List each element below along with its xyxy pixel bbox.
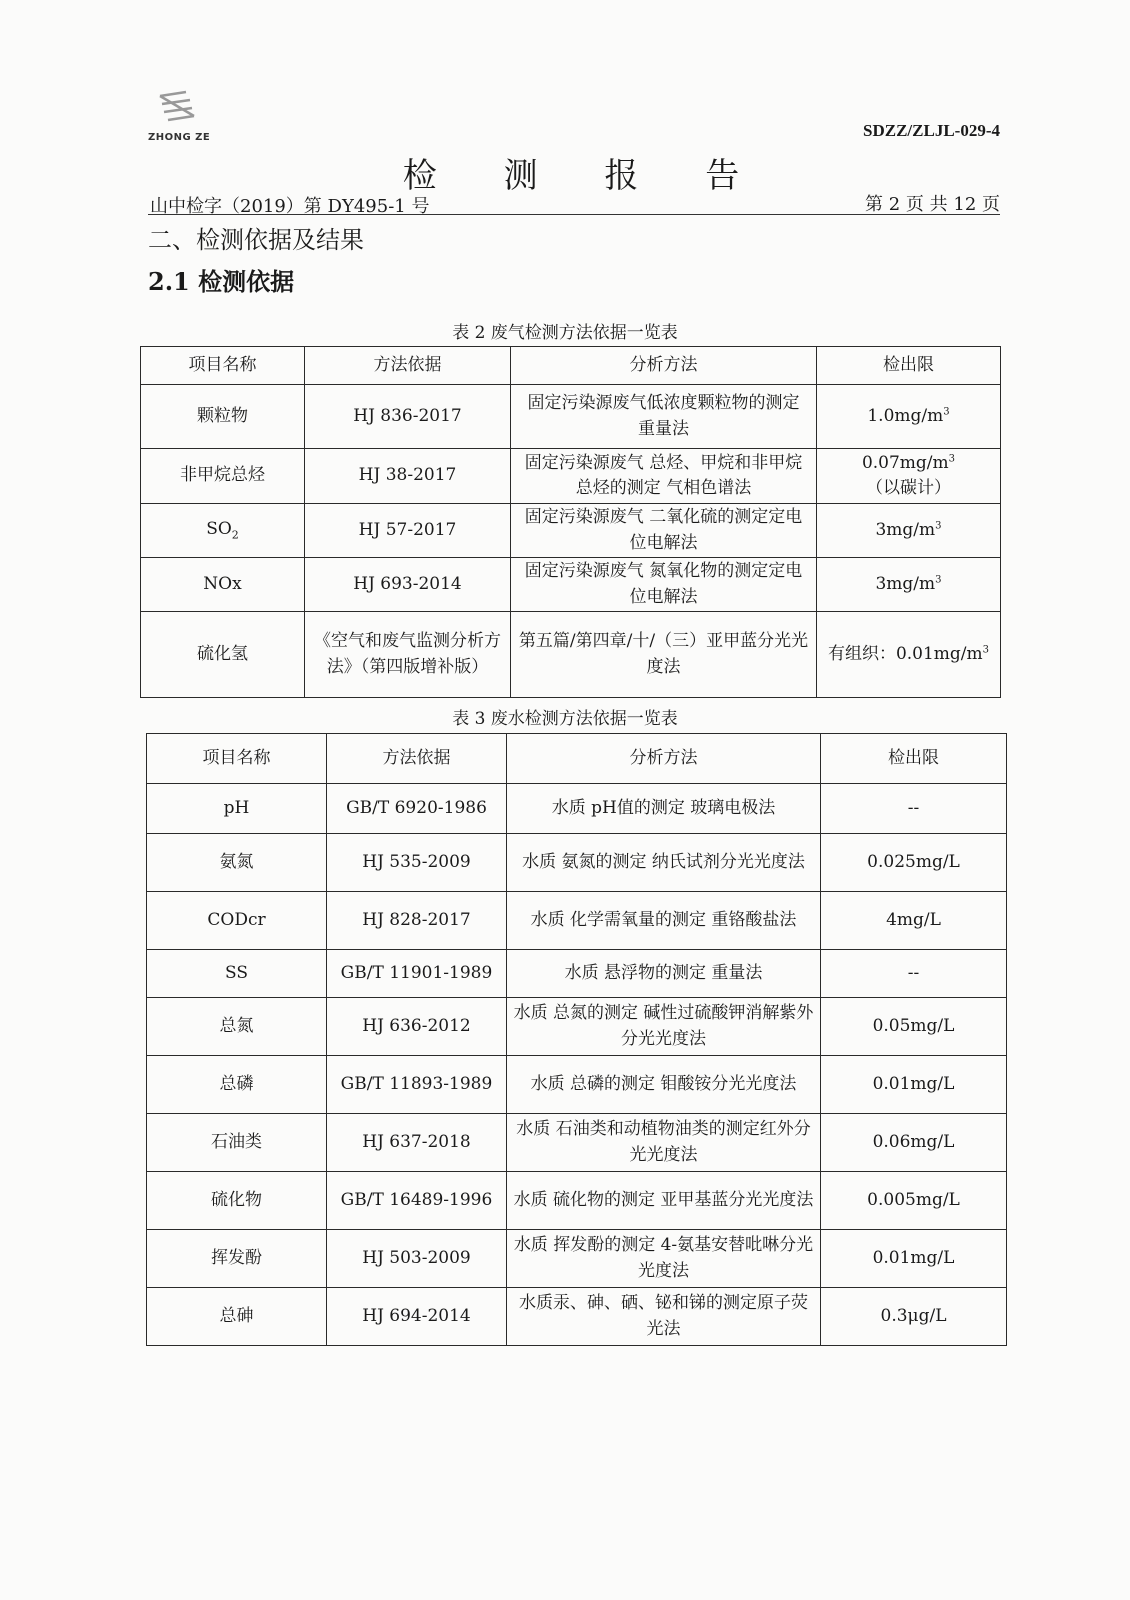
detection-limit-cell <box>817 558 1001 612</box>
item-name: SS <box>225 962 248 983</box>
item-name: SO <box>206 519 232 540</box>
detection-limit: 3mg/m <box>875 573 936 594</box>
table-row <box>147 1114 1007 1172</box>
column-header: 分析方法 <box>511 347 817 385</box>
method-basis-cell: HJ 38-2017 <box>305 449 511 504</box>
detection-limit: 0.06mg/L <box>872 1131 955 1152</box>
item-name-cell <box>147 784 327 834</box>
analysis-method-cell: 水质 挥发酚的测定 4-氨基安替吡啉分光光度法 <box>507 1230 821 1288</box>
item-name: 石油类 <box>211 1131 262 1152</box>
method-basis-cell: GB/T 11901-1989 <box>327 950 507 998</box>
detection-limit-unit-exponent: 3 <box>982 644 990 656</box>
detection-limit-cell <box>821 950 1007 998</box>
table-row <box>141 449 1001 504</box>
item-name: 硫化物 <box>211 1189 262 1210</box>
item-name-cell <box>141 612 305 698</box>
analysis-method-cell: 水质 pH值的测定 玻璃电极法 <box>507 784 821 834</box>
detection-limit-cell <box>817 385 1001 449</box>
item-name: 挥发酚 <box>211 1247 262 1268</box>
detection-limit-cell <box>821 1056 1007 1114</box>
table-row <box>147 1056 1007 1114</box>
detection-limit-cell <box>821 834 1007 892</box>
column-header: 方法依据 <box>327 734 507 784</box>
method-basis-cell: GB/T 6920-1986 <box>327 784 507 834</box>
method-basis-cell: HJ 836-2017 <box>305 385 511 449</box>
detection-limit-note: （以碳计） <box>866 478 951 498</box>
analysis-method-cell: 水质 悬浮物的测定 重量法 <box>507 950 821 998</box>
detection-limit-cell <box>821 784 1007 834</box>
analysis-method-cell: 水质汞、砷、硒、铋和锑的测定原子荧光法 <box>507 1288 821 1346</box>
item-name: 氨氮 <box>219 851 254 872</box>
detection-limit-unit-exponent: 3 <box>935 520 942 532</box>
detection-limit: 4mg/L <box>886 909 941 930</box>
detection-limit-cell <box>821 1288 1007 1346</box>
item-name: NOx <box>203 573 242 594</box>
detection-limit: -- <box>907 962 920 983</box>
table-row <box>147 998 1007 1056</box>
detection-limit-unit-exponent: 3 <box>948 452 956 464</box>
column-header: 检出限 <box>817 347 1001 385</box>
column-header: 方法依据 <box>305 347 511 385</box>
company-logo <box>148 88 218 148</box>
analysis-method-cell: 第五篇/第四章/十/（三）亚甲蓝分光光度法 <box>511 612 817 698</box>
page-info: 第 2 页 共 12 页 <box>865 194 1000 215</box>
table-row <box>147 1172 1007 1230</box>
item-name-cell <box>147 1230 327 1288</box>
detection-limit-cell <box>817 449 1001 504</box>
detection-limit-cell <box>821 1230 1007 1288</box>
item-name-cell <box>147 1114 327 1172</box>
method-basis-cell: HJ 693-2014 <box>305 558 511 612</box>
column-header: 分析方法 <box>507 734 821 784</box>
detection-limit: 0.3μg/L <box>880 1305 947 1326</box>
item-name: 硫化氢 <box>197 643 248 664</box>
subsection-title: 2.1 检测依据 <box>148 267 295 296</box>
column-header: 检出限 <box>821 734 1007 784</box>
detection-limit-cell <box>821 998 1007 1056</box>
detection-limit-cell <box>821 892 1007 950</box>
item-name-cell <box>147 892 327 950</box>
item-name: 总氮 <box>219 1015 254 1036</box>
method-basis-cell: HJ 694-2014 <box>327 1288 507 1346</box>
detection-limit-cell <box>817 504 1001 558</box>
item-name-cell <box>141 449 305 504</box>
logo-text: ZHONG ZE <box>148 132 211 143</box>
table-row <box>147 892 1007 950</box>
item-name-subscript: 2 <box>231 528 239 542</box>
table-header-row <box>147 734 1007 784</box>
detection-limit: 1.0mg/m <box>867 405 944 426</box>
analysis-method-cell: 固定污染源废气低浓度颗粒物的测定 重量法 <box>511 385 817 449</box>
table3-caption: 表 3 废水检测方法依据一览表 <box>452 709 678 729</box>
analysis-method-cell: 水质 硫化物的测定 亚甲基蓝分光光度法 <box>507 1172 821 1230</box>
analysis-method-cell: 水质 氨氮的测定 纳氏试剂分光光度法 <box>507 834 821 892</box>
table-row <box>147 784 1007 834</box>
method-basis-cell: HJ 535-2009 <box>327 834 507 892</box>
item-name: 非甲烷总烃 <box>180 465 265 486</box>
item-name-cell <box>147 950 327 998</box>
detection-limit: -- <box>907 797 920 818</box>
method-basis-cell: HJ 636-2012 <box>327 998 507 1056</box>
method-basis-cell: 《空气和废气监测分析方法》（第四版增补版） <box>305 612 511 698</box>
detection-limit: 3mg/m <box>875 519 936 540</box>
detection-limit: 0.01mg/L <box>872 1247 955 1268</box>
detection-limit-cell <box>817 612 1001 698</box>
table-row <box>147 950 1007 998</box>
table-row <box>141 504 1001 558</box>
detection-limit-unit-exponent: 3 <box>943 406 950 418</box>
detection-limit-cell <box>821 1172 1007 1230</box>
table-row <box>147 1230 1007 1288</box>
exhaust-gas-method-table <box>140 346 1001 698</box>
table-row <box>147 834 1007 892</box>
method-basis-cell: HJ 503-2009 <box>327 1230 507 1288</box>
table-row <box>141 558 1001 612</box>
item-name-cell <box>147 998 327 1056</box>
analysis-method-cell: 水质 石油类和动植物油类的测定红外分光光度法 <box>507 1114 821 1172</box>
wastewater-method-table <box>146 733 1007 1346</box>
detection-limit-unit-exponent: 3 <box>935 574 942 586</box>
table-row <box>141 385 1001 449</box>
detection-limit: 0.025mg/L <box>867 851 960 872</box>
item-name-cell <box>147 834 327 892</box>
logo-mark-icon <box>156 88 196 128</box>
column-header: 项目名称 <box>147 734 327 784</box>
item-name: CODcr <box>207 909 266 930</box>
table2-caption: 表 2 废气检测方法依据一览表 <box>452 323 678 343</box>
method-basis-cell: GB/T 16489-1996 <box>327 1172 507 1230</box>
item-name-cell <box>147 1172 327 1230</box>
method-basis-cell: HJ 57-2017 <box>305 504 511 558</box>
item-name-cell <box>141 385 305 449</box>
analysis-method-cell: 水质 化学需氧量的测定 重铬酸盐法 <box>507 892 821 950</box>
report-number: 山中检字（2019）第 DY495-1 号 <box>150 196 430 217</box>
analysis-method-cell: 固定污染源废气 二氧化硫的测定定电位电解法 <box>511 504 817 558</box>
method-basis-cell: GB/T 11893-1989 <box>327 1056 507 1114</box>
section-title: 二、检测依据及结果 <box>148 226 364 254</box>
analysis-method-cell: 水质 总氮的测定 碱性过硫酸钾消解紫外分光光度法 <box>507 998 821 1056</box>
detection-limit: 0.01mg/L <box>872 1073 955 1094</box>
detection-limit-cell <box>821 1114 1007 1172</box>
column-header: 项目名称 <box>141 347 305 385</box>
item-name: 总磷 <box>219 1073 254 1094</box>
detection-limit: 0.005mg/L <box>867 1189 960 1210</box>
item-name: 总砷 <box>219 1305 254 1326</box>
method-basis-cell: HJ 637-2018 <box>327 1114 507 1172</box>
analysis-method-cell: 固定污染源废气 总烃、甲烷和非甲烷总烃的测定 气相色谱法 <box>511 449 817 504</box>
item-name-cell <box>141 558 305 612</box>
item-name-cell <box>147 1056 327 1114</box>
header-divider <box>148 214 1000 215</box>
table-row <box>141 612 1001 698</box>
method-basis-cell: HJ 828-2017 <box>327 892 507 950</box>
analysis-method-cell: 水质 总磷的测定 钼酸铵分光光度法 <box>507 1056 821 1114</box>
document-code: SDZZ/ZLJL-029-4 <box>863 121 1000 140</box>
detection-limit: 0.07mg/m <box>861 452 949 473</box>
report-title: 检 测 报 告 <box>402 156 768 196</box>
item-name-cell <box>147 1288 327 1346</box>
detection-limit: 有组织：0.01mg/m <box>827 643 983 664</box>
table-row <box>147 1288 1007 1346</box>
item-name-cell <box>141 504 305 558</box>
item-name: 颗粒物 <box>197 405 248 426</box>
table-header-row <box>141 347 1001 385</box>
analysis-method-cell: 固定污染源废气 氮氧化物的测定定电位电解法 <box>511 558 817 612</box>
detection-limit: 0.05mg/L <box>872 1015 955 1036</box>
item-name: pH <box>223 797 250 818</box>
